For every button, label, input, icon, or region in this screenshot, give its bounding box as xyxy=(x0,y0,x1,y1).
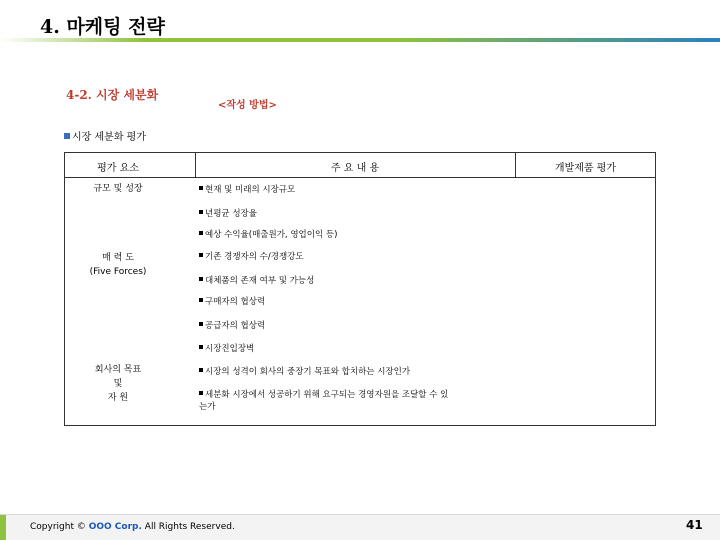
bullet-icon xyxy=(199,322,203,326)
title-underline-bar xyxy=(0,38,720,42)
bullet-icon xyxy=(199,253,203,257)
section-title: 4-2. 시장 세분화 xyxy=(66,88,159,102)
bullet-icon xyxy=(199,277,203,281)
list-item: 대체품의 존재 여부 및 가능성 xyxy=(199,275,314,287)
list-item: 시장의 성격이 회사의 중장기 목표와 합치하는 시장인가 xyxy=(199,366,410,378)
sub-heading xyxy=(64,128,146,143)
footer-bar xyxy=(0,514,720,540)
bullet-icon xyxy=(199,298,203,302)
list-item: 예상 수익율(매출원가, 영업이익 등) xyxy=(199,229,337,241)
footer-accent xyxy=(0,515,6,540)
list-item: 세분화 시장에서 성공하기 위해 요구되는 경영자원을 조달할 수 있는가 xyxy=(199,390,449,412)
factor-label-scale-growth: 규모 및 성장 xyxy=(93,184,143,194)
evaluation-table xyxy=(64,152,656,426)
list-item: 시장진입장벽 xyxy=(199,343,254,355)
bullet-icon xyxy=(199,345,203,349)
factor-label-company-goals: 회사의 목표 및 자 원 xyxy=(94,365,142,403)
header-evaluation-factor: 평가 요소 xyxy=(97,163,139,174)
header-main-content: 주 요 내 용 xyxy=(330,163,380,174)
page-title: 4. 마케팅 전략 xyxy=(40,16,165,38)
page-number: 41 xyxy=(686,518,703,532)
factor-label-attractiveness: 매 력 도 (Five Forces) xyxy=(89,253,147,277)
square-bullet-icon xyxy=(64,133,70,139)
list-item: 기존 경쟁자의 수/경쟁강도 xyxy=(199,251,304,263)
bullet-icon xyxy=(199,186,203,190)
method-note: <작성 방법> xyxy=(218,100,277,111)
bullet-icon xyxy=(199,210,203,214)
list-item: 공급자의 협상력 xyxy=(199,320,265,332)
bullet-icon xyxy=(199,368,203,372)
bullet-icon xyxy=(199,391,203,395)
brand-name: OOO Corp. xyxy=(88,522,142,532)
table-header xyxy=(65,153,655,178)
bullet-icon xyxy=(199,231,203,235)
copyright-text: Copyright © OOO Corp. All Rights Reserved. xyxy=(30,522,235,532)
sub-heading-text: 시장 세분화 평가 xyxy=(72,132,146,143)
header-product-evaluation: 개발제품 평가 xyxy=(554,163,617,174)
list-item: 현재 및 미래의 시장규모 xyxy=(199,184,295,196)
list-item: 년평균 성장율 xyxy=(199,208,257,220)
list-item: 구매자의 협상력 xyxy=(199,296,265,308)
